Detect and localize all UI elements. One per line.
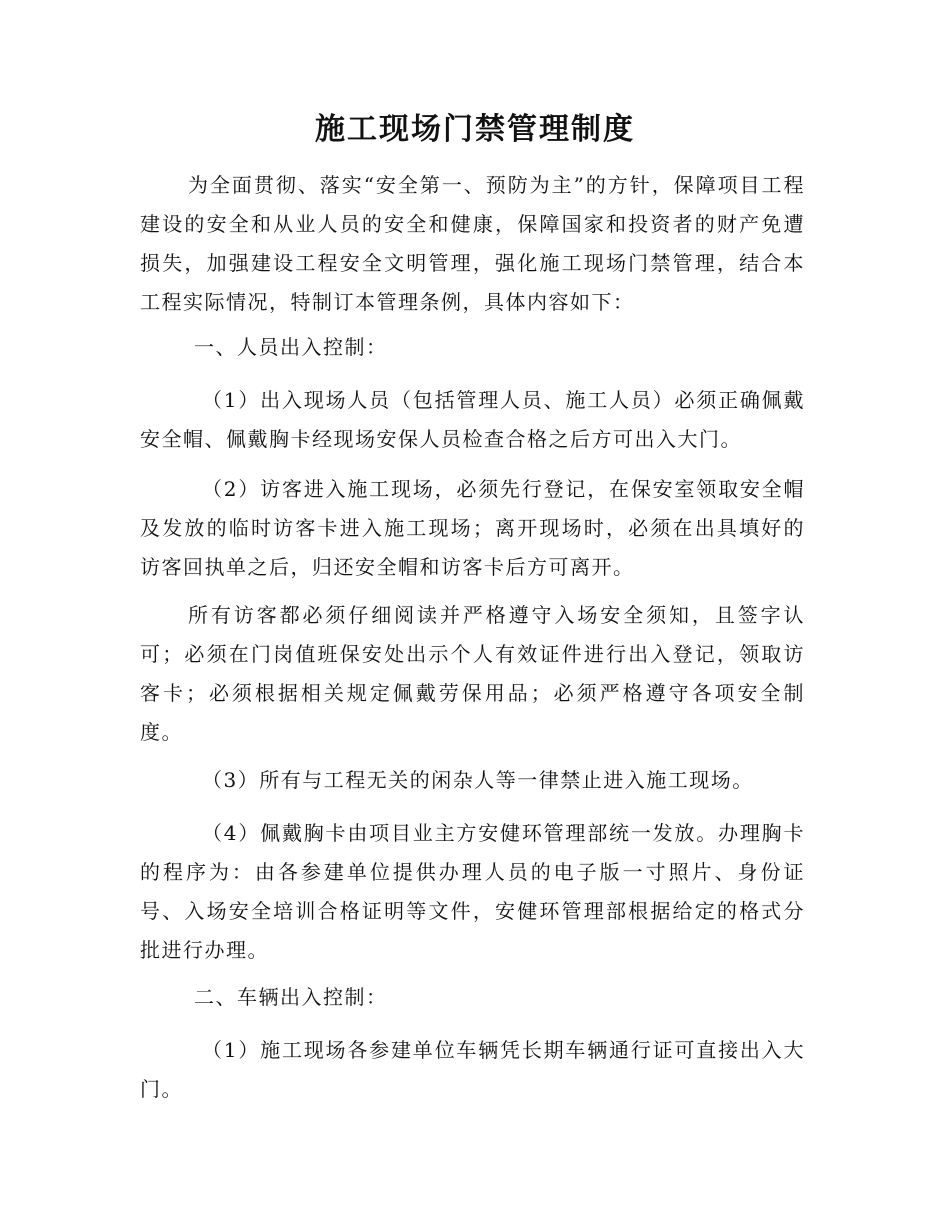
section-heading-vehicles: 二、车辆出入控制： xyxy=(194,985,388,1009)
intro-paragraph: 为全面贯彻、落实“安全第一、预防为主”的方针，保障项目工程建设的安全和从业人员的安全和健康，保障国家和投资者的财产免遭损失，加强建设工程安全文明管理，强化施工现场门禁管理，结合本工程实际情况，特制订本管理条例，具体内容如下： xyxy=(140,173,805,314)
paragraph-item-1: （1）出入现场人员（包括管理人员、施工人员）必须正确佩戴安全帽、佩戴胸卡经现场安保人员检查合格之后方可出入大门。 xyxy=(140,388,805,451)
paragraph-item-2: （2）访客进入施工现场，必须先行登记，在保安室领取安全帽及发放的临时访客卡进入施工现场；离开现场时，必须在出具填好的访客回执单之后，归还安全帽和访客卡后方可离开。 xyxy=(140,477,805,579)
section-heading-personnel: 一、人员出入控制： xyxy=(194,335,388,359)
paragraph-visitor-rules: 所有访客都必须仔细阅读并严格遵守入场安全须知，且签字认可；必须在门岗值班保安处出示个人有效证件进行出入登记，领取访客卡；必须根据相关规定佩戴劳保用品；必须严格遵守各项安全制度。 xyxy=(140,603,805,744)
paragraph-vehicle-item-1: （1）施工现场各参建单位车辆凭长期车辆通行证可直接出入大门。 xyxy=(140,1038,805,1101)
paragraph-item-4: （4）佩戴胸卡由项目业主方安健环管理部统一发放。办理胸卡的程序为：由各参建单位提供办理人员的电子版一寸照片、身份证号、入场安全培训合格证明等文件，安健环管理部根据给定的格式分批进行办理。 xyxy=(140,821,805,962)
paragraph-item-3: （3）所有与工程无关的闲杂人等一律禁止进入施工现场。 xyxy=(202,768,754,792)
document-title: 施工现场门禁管理制度 xyxy=(315,112,635,147)
